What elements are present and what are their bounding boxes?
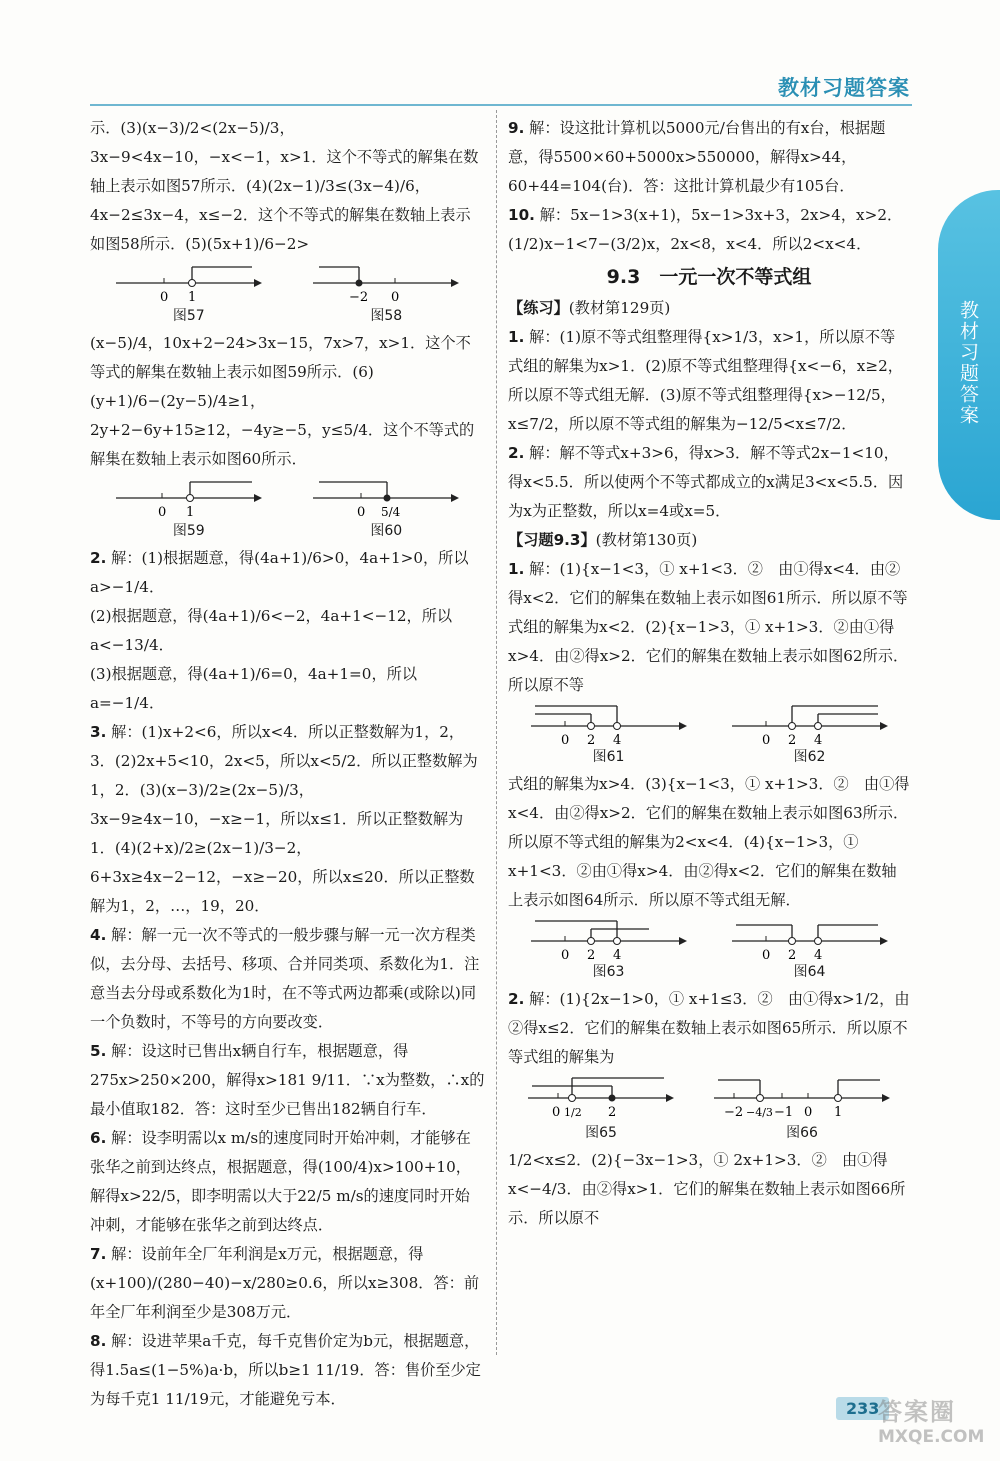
tick-label: 4: [612, 948, 621, 961]
practice-answer-1: 1. 解：(1)原不等式组整理得{x>1/3，x>1，所以原不等式组的解集为x>1．(2)原不等式组整理得{x<−6，x≥2，所以原不等式组无解．(3)原不等式组整理得{x>−12/5，x≤7/2，所以原不等式组的解集为−12/5<x≤7/2．: [508, 328, 903, 433]
figure-63: [529, 917, 689, 983]
tick-label: 4: [813, 948, 822, 961]
tick-label: 4: [813, 733, 822, 746]
column-divider: [496, 110, 497, 1355]
figure-64: [730, 917, 890, 983]
watermark-brand: 答案圈: [878, 1398, 956, 1426]
number-line-61: [529, 702, 689, 746]
tick-label: 0: [157, 505, 167, 520]
tick-label: 1: [187, 290, 197, 305]
side-tab-label: 教材习题答案: [957, 300, 979, 426]
tick-label: 1: [185, 505, 195, 520]
tick-label: 0: [552, 1105, 561, 1120]
tick-label: 1: [834, 1105, 843, 1120]
tick-label: 4: [612, 733, 621, 746]
header-title: 教材习题答案: [778, 76, 910, 100]
figure-caption: 图64: [793, 964, 826, 980]
figure-61: [529, 702, 689, 768]
tick-label: 0: [159, 290, 169, 305]
figures-63-64: [508, 917, 910, 983]
answer-5: 5. 解：设这时已售出x辆自行车，根据题意，得275x>250×200，解得x>181 9/11．∵x为整数，∴x的最小值取182．答：这时至少已售出182辆自行车．: [90, 1042, 485, 1118]
figures-57-58: [90, 261, 485, 327]
exercise-heading: 【习题9.3】(教材第130页): [508, 531, 698, 549]
exercise-answer-1-a: 1. 解：(1){x−1<3，① x+1<3．② 由①得x<4．由②得x<2．它们的解集在数轴上表示如图61所示．所以原不等式组的解集为x<2．(2){x−1>3，① x+1>3．②由①得x>4．由②得x>2．它们的解集在数轴上表示如图62所示．所以原不等: [508, 560, 909, 694]
figure-62: [730, 702, 890, 768]
tick-label: 2: [586, 948, 595, 961]
figure-caption: 图60: [370, 523, 403, 539]
number-line-58: [311, 261, 461, 305]
tick-label: 0: [804, 1105, 813, 1120]
tick-label: 0: [560, 948, 569, 961]
figure-65: [526, 1074, 676, 1144]
number-line-62: [730, 702, 890, 746]
answer-1-part-3-5: 示．(3)(x−3)/2<(2x−5)/3，3x−9<4x−10，−x<−1，x>1．这个不等式的解集在数轴上表示如图57所示．(4)(2x−1)/3≤(3x−4)/6，4x−2≤3x−4，x≤−2．这个不等式的解集在数轴上表示如图58所示．(5)(5x+1)/6−2>: [90, 119, 479, 253]
figure-caption: 图66: [786, 1125, 818, 1141]
practice-answer-2: 2. 解：解不等式x+3>6，得x>3．解不等式2x−1<10，得x<5.5．所以使两个不等式都成立的x满足3<x<5.5．因为x为正整数，所以x=4或x=5．: [508, 444, 904, 520]
section-title: 9.3 一元一次不等式组: [606, 266, 812, 288]
left-column: [90, 114, 485, 1414]
figure-caption: 图62: [793, 749, 826, 765]
tick-label: 2: [787, 733, 796, 746]
tick-label: 0: [391, 290, 400, 305]
number-line-59: [114, 476, 264, 520]
practice-heading: 【练习】(教材第129页): [508, 299, 671, 317]
answer-2: 2. 解：(1)根据题意，得(4a+1)/6>0，4a+1>0，所以a>−1/4．: [90, 549, 469, 596]
number-line-66: [712, 1074, 892, 1122]
figure-caption: 图58: [370, 308, 403, 324]
tick-label: 5/4: [381, 505, 401, 519]
answer-4: 4. 解：解一元一次不等式的一般步骤与解一元一次方程类似，去分母、去括号、移项、合并同类项、系数化为1．注意当去分母或系数化为1时，在不等式两边都乘(或除以)同一个负数时，不等号的方向要改变．: [90, 926, 480, 1031]
page-number: 233: [836, 1397, 889, 1420]
figure-60: [311, 476, 461, 542]
figure-66: [712, 1074, 892, 1144]
number-line-64: [730, 917, 890, 961]
answer-2-part-3: (3)根据题意，得(4a+1)/6=0，4a+1=0，所以a=−1/4．: [90, 665, 418, 712]
tick-label: 1/2: [564, 1106, 582, 1119]
tick-label: 0: [761, 948, 770, 961]
answer-10: 10. 解：5x−1>3(x+1)，5x−1>3x+3，2x>4，x>2．(1/2)x−1<7−(3/2)x，2x<8，x<4．所以2<x<4．: [508, 206, 903, 253]
tick-label: 2: [787, 948, 796, 961]
answer-3: 3. 解：(1)x+2<6，所以x<4．所以正整数解为1，2，3．(2)2x+5<10，2x<5，所以x<5/2．所以正整数解为1，2．(3)(x−3)/2≥(2x−5)/3，3x−9≥4x−10，−x≥−1，所以x≤1．所以正整数解为1．(4)(2+x)/2≥(2x−1)/3−2，6+3x≥4x−2−12，−x≥−20，所以x≤20．所以正整数解为1，2，…，19，20．: [90, 723, 478, 915]
watermark-logo: [878, 1392, 998, 1456]
exercise-answer-2-a: 2. 解：(1){2x−1>0，① x+1≤3．② 由①得x>1/2，由②得x≤2．它们的解集在数轴上表示如图65所示．所以原不等式组的解集为: [508, 990, 910, 1066]
tick-label: 0: [357, 505, 366, 520]
answer-1-part-5-6: (x−5)/4，10x+2−24>3x−15，7x>7，x>1．这个不等式的解集在数轴上表示如图59所示．(6)(y+1)/6−(2y−5)/4≥1，2y+2−6y+15≥12，−4y≥−5，y≤5/4．这个不等式的解集在数轴上表示如图60所示．: [90, 334, 475, 468]
tick-label: −2: [724, 1105, 744, 1120]
tick-label: 0: [761, 733, 770, 746]
figure-caption: 图63: [592, 964, 625, 980]
answer-9: 9. 解：设这批计算机以5000元/台售出的有x台，根据题意，得5500×60+5000x>550000，解得x>44，60+44=104(台)．答：这批计算机最少有105台．: [508, 119, 886, 195]
number-line-63: [529, 917, 689, 961]
figure-caption: 图65: [585, 1125, 617, 1141]
tick-label: −1: [774, 1105, 794, 1120]
answer-6: 6. 解：设李明需以x m/s的速度同时开始冲刺，才能够在张华之前到达终点，根据题意，得(100/4)x>100+10，解得x>22/5，即李明需以大于22/5 m/s的速度同时开始冲刺，才能够在张华之前到达终点．: [90, 1129, 471, 1234]
exercise-answer-1-b: 式组的解集为x>4．(3){x−1<3，① x+1>3．② 由①得x<4．由②得x>2．它们的解集在数轴上表示如图63所示．所以原不等式组的解集为2<x<4．(4){x−1>3，① x+1<3．②由①得x>4．由②得x<2．它们的解集在数轴上表示如图64所示．所以原不等式组无解．: [508, 775, 910, 909]
number-line-65: [526, 1074, 676, 1122]
tick-label: −2: [349, 290, 369, 305]
figures-59-60: [90, 476, 485, 542]
figure-caption: 图57: [172, 308, 205, 324]
tick-label: 2: [586, 733, 595, 746]
right-column: [508, 114, 910, 1233]
answer-8: 8. 解：设进苹果a千克，每千克售价定为b元，根据题意，得1.5a≤(1−5%)a·b，所以b≥1 11/19．答：售价至少定为每千克1 11/19元，才能避免亏本．: [90, 1332, 481, 1408]
answer-7: 7. 解：设前年全厂年利润是x万元，根据题意，得(x+100)/(280−40)−x/280≥0.6，所以x≥308．答：前年全厂年利润至少是308万元．: [90, 1245, 480, 1321]
figure-caption: 图59: [172, 523, 205, 539]
tick-label: 2: [608, 1105, 617, 1120]
figure-57: [114, 261, 264, 327]
tick-label: 0: [560, 733, 569, 746]
figure-59: [114, 476, 264, 542]
tick-label: −4/3: [746, 1106, 773, 1119]
figures-65-66: [508, 1074, 910, 1144]
number-line-60: [311, 476, 461, 520]
answer-2-part-2: (2)根据题意，得(4a+1)/6<−2，4a+1<−12，所以a<−13/4．: [90, 607, 453, 654]
exercise-answer-2-b: 1/2<x≤2．(2){−3x−1>3，① 2x+1>3．② 由①得x<−4/3．由②得x>1．它们的解集在数轴上表示如图66所示．所以原不: [508, 1151, 906, 1227]
header-divider: [90, 104, 912, 106]
watermark-url: MXQE.COM: [878, 1427, 985, 1447]
figures-61-62: [508, 702, 910, 768]
figure-58: [311, 261, 461, 327]
number-line-57: [114, 261, 264, 305]
figure-caption: 图61: [592, 749, 625, 765]
